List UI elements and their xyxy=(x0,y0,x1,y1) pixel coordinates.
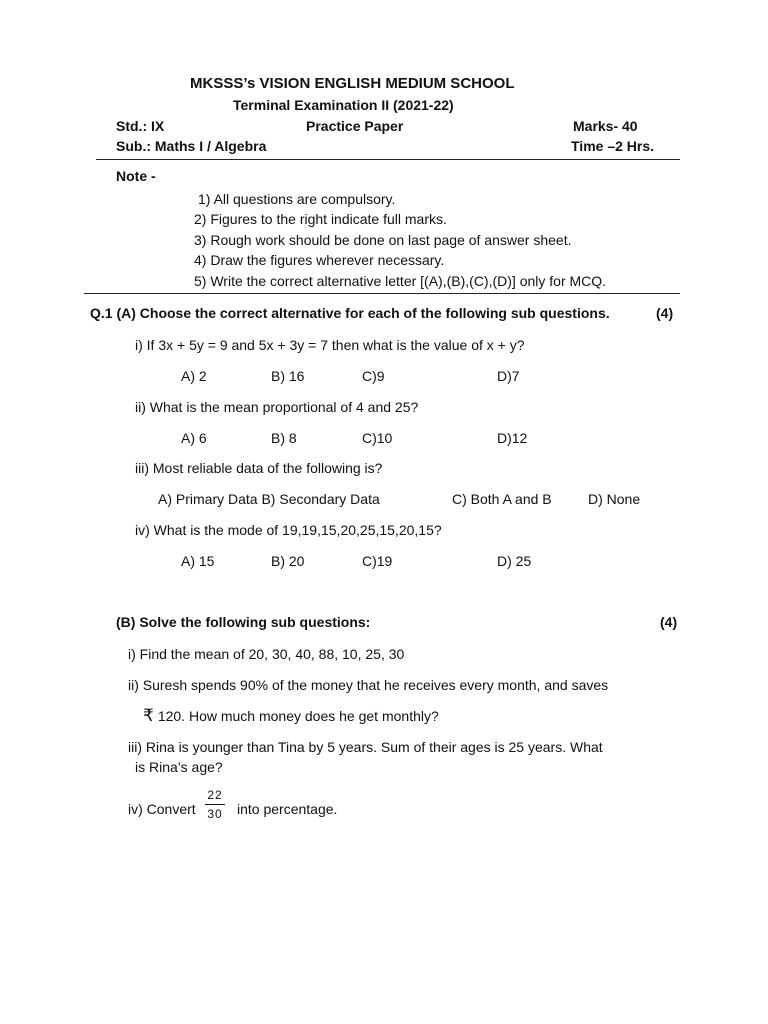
q1b-marks: (4) xyxy=(660,614,678,630)
q1b-question-text: 120. How much money does he get monthly? xyxy=(157,708,439,724)
school-name: MKSSS’s VISION ENGLISH MEDIUM SCHOOL xyxy=(190,75,515,92)
fraction xyxy=(205,788,225,821)
q1a-question: iii) Most reliable data of the following is? xyxy=(135,460,383,476)
rupee-icon: ₹ xyxy=(143,706,154,725)
option: D) None xyxy=(588,491,641,507)
option: C)19 xyxy=(362,553,393,569)
option: C)10 xyxy=(362,430,393,446)
q1b-question: iii) Rina is younger than Tina by 5 years. Sum of their ages is 25 years. What xyxy=(128,739,603,755)
q1b-question-continued: is Rina’s age? xyxy=(135,759,223,775)
note-item: 4) Draw the figures wherever necessary. xyxy=(194,252,445,268)
header-divider xyxy=(96,159,680,160)
standard-label: Std.: IX xyxy=(116,118,165,134)
option: B) 16 xyxy=(271,368,305,384)
option: D) 25 xyxy=(497,553,532,569)
time-label: Time –2 Hrs. xyxy=(571,138,655,154)
option: A) 6 xyxy=(181,430,207,446)
option: C)9 xyxy=(362,368,385,384)
exam-title: Terminal Examination II (2021-22) xyxy=(233,97,454,113)
note-item: 2) Figures to the right indicate full marks. xyxy=(194,211,447,227)
option: D)7 xyxy=(497,368,520,384)
note-item: 1) All questions are compulsory. xyxy=(198,191,396,207)
option: C) Both A and B xyxy=(452,491,552,507)
fraction-denominator: 30 xyxy=(207,807,223,821)
q1b-title: (B) Solve the following sub questions: xyxy=(116,614,371,630)
note-label: Note - xyxy=(116,168,156,184)
q1b-question: ii) Suresh spends 90% of the money that he receives every month, and saves xyxy=(128,677,609,693)
option: B) 20 xyxy=(271,553,305,569)
total-marks: Marks- 40 xyxy=(573,118,638,134)
fraction-bar xyxy=(205,804,225,805)
subject-label: Sub.: Maths I / Algebra xyxy=(116,138,267,154)
q1a-question: iv) What is the mode of 19,19,15,20,25,15,20,15? xyxy=(135,522,442,538)
note-item: 5) Write the correct alternative letter [(A),(B),(C),(D)] only for MCQ. xyxy=(194,273,607,289)
option: D)12 xyxy=(497,430,528,446)
fraction-numerator: 22 xyxy=(207,788,223,802)
q1a-question: ii) What is the mean proportional of 4 and 25? xyxy=(135,399,419,415)
q1b-question-continued xyxy=(143,706,439,726)
q1a-question: i) If 3x + 5y = 9 and 5x + 3y = 7 then what is the value of x + y? xyxy=(135,337,525,353)
note-divider xyxy=(84,293,680,294)
option: B) 8 xyxy=(271,430,297,446)
q1a-marks: (4) xyxy=(656,305,674,321)
q1a-title: Q.1 (A) Choose the correct alternative for each of the following sub questions. xyxy=(90,305,610,321)
option: A) 2 xyxy=(181,368,207,384)
option: A) Primary Data B) Secondary Data xyxy=(158,491,380,507)
paper-type: Practice Paper xyxy=(306,118,404,134)
q1b-question: iv) Convert xyxy=(128,801,196,817)
note-item: 3) Rough work should be done on last page of answer sheet. xyxy=(194,232,572,248)
q1b-question-continued: into percentage. xyxy=(237,801,338,817)
q1b-question: i) Find the mean of 20, 30, 40, 88, 10, 25, 30 xyxy=(128,646,405,662)
option: A) 15 xyxy=(181,553,215,569)
